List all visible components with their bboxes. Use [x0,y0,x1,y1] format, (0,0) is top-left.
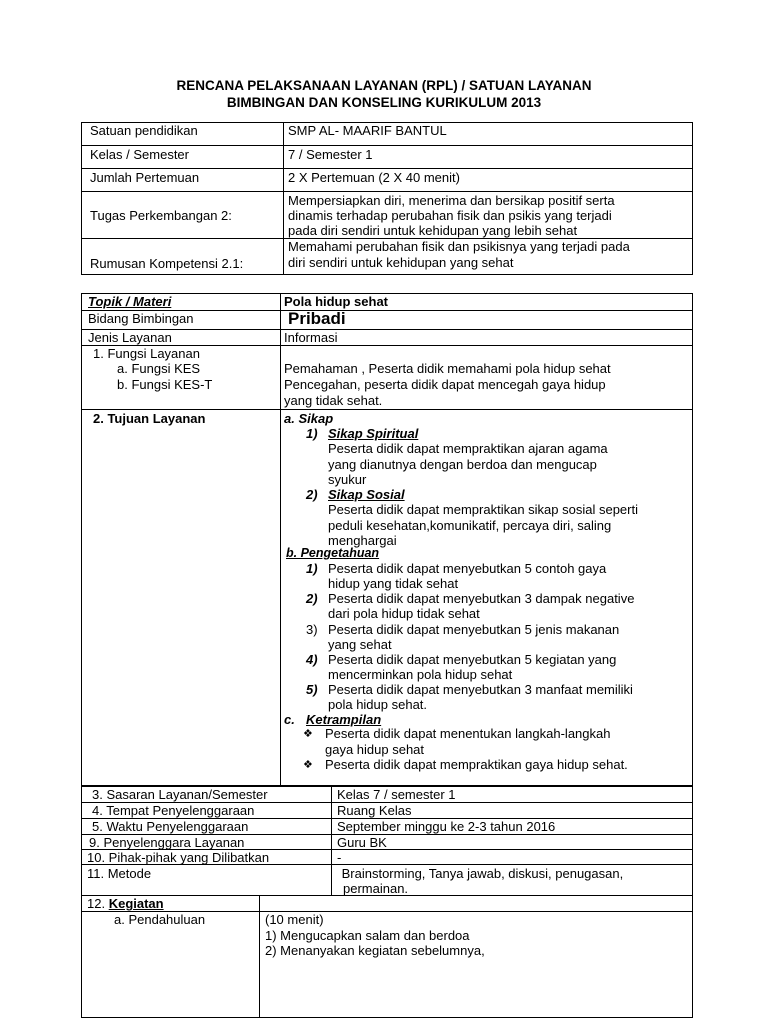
kest-label: b. Fungsi KES-T [117,377,213,392]
jumlah-label: Jumlah Pertemuan [90,170,200,185]
satuan-value: SMP AL- MAARIF BANTUL [288,123,447,138]
topik-value: Pola hidup sehat [284,294,389,309]
pengetahuan-item-4-line1: Peserta didik dapat menyebutkan 5 kegiatan yang [328,652,617,667]
rumusan-value-line2: diri sendiri untuk kehidupan yang sehat [288,255,514,270]
satuan-label: Satuan pendidikan [90,123,198,138]
topik-label: Topik / Materi [88,294,172,309]
bullet-diamond-icon: ❖ [303,758,313,771]
rumusan-label: Rumusan Kompetensi 2.1: [90,256,244,271]
kest-value-line2: yang tidak sehat. [284,393,383,408]
sikap-spiritual-line2: yang dianutnya dengan berdoa dan mengucap [328,457,597,472]
sikap-sosial-title: Sikap Sosial [328,487,405,502]
pengetahuan-num-4: 4) [306,652,318,667]
tempat-value: Ruang Kelas [337,803,412,818]
ketrampilan-heading: Ketrampilan [306,712,382,727]
pendahuluan-label: a. Pendahuluan [114,912,206,927]
sikap-spiritual-num: 1) [306,426,318,441]
jenis-value: Informasi [284,330,338,345]
document-title-line1: RENCANA PELAKSANAAN LAYANAN (RPL) / SATUAN LAYANAN [176,78,592,93]
waktu-value: September minggu ke 2-3 tahun 2016 [337,819,556,834]
pengetahuan-item-1-line1: Peserta didik dapat menyebutkan 5 contoh gaya [328,561,607,576]
pengetahuan-item-3-line1: Peserta didik dapat menyebutkan 5 jenis makanan [328,622,620,637]
sikap-spiritual-title: Sikap Spiritual [328,426,419,441]
tujuan-label: 2. Tujuan Layanan [93,411,206,426]
ketrampilan-item-1-line2: gaya hidup sehat [325,742,425,757]
kes-value: Pemahaman , Peserta didik memahami pola hidup sehat [284,361,611,376]
waktu-label: 5. Waktu Penyelenggaraan [92,819,249,834]
pendahuluan-step-2: 2) Menanyakan kegiatan sebelumnya, [265,943,485,958]
metode-value-line1: Brainstorming, Tanya jawab, diskusi, penugasan, [338,866,624,881]
pengetahuan-item-3-line2: yang sehat [328,637,392,652]
rumusan-value-line1: Memahami perubahan fisik dan psikisnya yang terjadi pada [288,239,630,254]
ketrampilan-prefix: c. [284,712,295,727]
pengetahuan-item-5-line1: Peserta didik dapat menyebutkan 3 manfaat memiliki [328,682,633,697]
sikap-heading: a. Sikap [284,411,334,426]
sikap-spiritual-line1: Peserta didik dapat mempraktikan ajaran agama [328,441,608,456]
kegiatan-header: 12. Kegiatan [87,896,164,911]
kes-label: a. Fungsi KES [117,361,201,376]
sikap-sosial-line3: menghargai [328,533,397,548]
pendahuluan-step-1: 1) Mengucapkan salam dan berdoa [265,928,470,943]
pengetahuan-item-2-line2: dari pola hidup tidak sehat [328,606,480,621]
pengetahuan-heading: b. Pengetahuan [286,546,380,560]
pihak-label: 10. Pihak-pihak yang Dilibatkan [87,850,270,865]
tempat-label: 4. Tempat Penyelenggaraan [92,803,255,818]
pendahuluan-duration: (10 menit) [265,912,324,927]
kelas-value: 7 / Semester 1 [288,147,373,162]
jumlah-value: 2 X Pertemuan (2 X 40 menit) [288,170,460,185]
ketrampilan-item-2-line1: Peserta didik dapat mempraktikan gaya hidup sehat. [325,757,628,772]
bidang-value: Pribadi [288,309,346,328]
tugas-value-line1: Mempersiapkan diri, menerima dan bersikap positif serta [288,193,615,208]
pengetahuan-num-3: 3) [306,622,318,637]
pengetahuan-num-2: 2) [306,591,318,606]
fungsi-label: 1. Fungsi Layanan [93,346,200,361]
ketrampilan-item-1-line1: Peserta didik dapat menentukan langkah-langkah [325,726,611,741]
sikap-sosial-line1: Peserta didik dapat mempraktikan sikap sosial seperti [328,502,638,517]
pengetahuan-item-5-line2: pola hidup sehat. [328,697,428,712]
sikap-spiritual-line3: syukur [328,472,367,487]
pihak-value: - [337,850,342,865]
tugas-value-line3: pada diri sendiri untuk kehidupan yang lebih sehat [288,223,578,238]
sasaran-label: 3. Sasaran Layanan/Semester [92,787,268,802]
sikap-sosial-line2: peduli kesehatan,komunikatif, percaya diri, saling [328,518,612,533]
sasaran-value: Kelas 7 / semester 1 [337,787,456,802]
pengetahuan-num-5: 5) [306,682,318,697]
kest-value-line1: Pencegahan, peserta didik dapat mencegah gaya hidup [284,377,606,392]
kelas-label: Kelas / Semester [90,147,189,162]
pengetahuan-num-1: 1) [306,561,318,576]
sikap-sosial-num: 2) [306,487,318,502]
pengetahuan-item-1-line2: hidup yang tidak sehat [328,576,459,591]
document-title-line2: BIMBINGAN DAN KONSELING KURIKULUM 2013 [226,95,542,110]
tugas-label: Tugas Perkembangan 2: [90,208,232,223]
metode-label: 11. Metode [87,866,152,881]
penyelenggara-label: 9. Penyelenggara Layanan [89,835,245,850]
penyelenggara-value: Guru BK [337,835,387,850]
pengetahuan-item-4-line2: mencerminkan pola hidup sehat [328,667,513,682]
bullet-diamond-icon: ❖ [303,727,313,740]
tugas-value-line2: dinamis terhadap perubahan fisik dan psikis yang terjadi [288,208,612,223]
pengetahuan-item-2-line1: Peserta didik dapat menyebutkan 3 dampak negative [328,591,635,606]
metode-value-line2: permainan. [343,881,409,896]
bidang-label: Bidang Bimbingan [88,311,194,326]
jenis-label: Jenis Layanan [88,330,172,345]
